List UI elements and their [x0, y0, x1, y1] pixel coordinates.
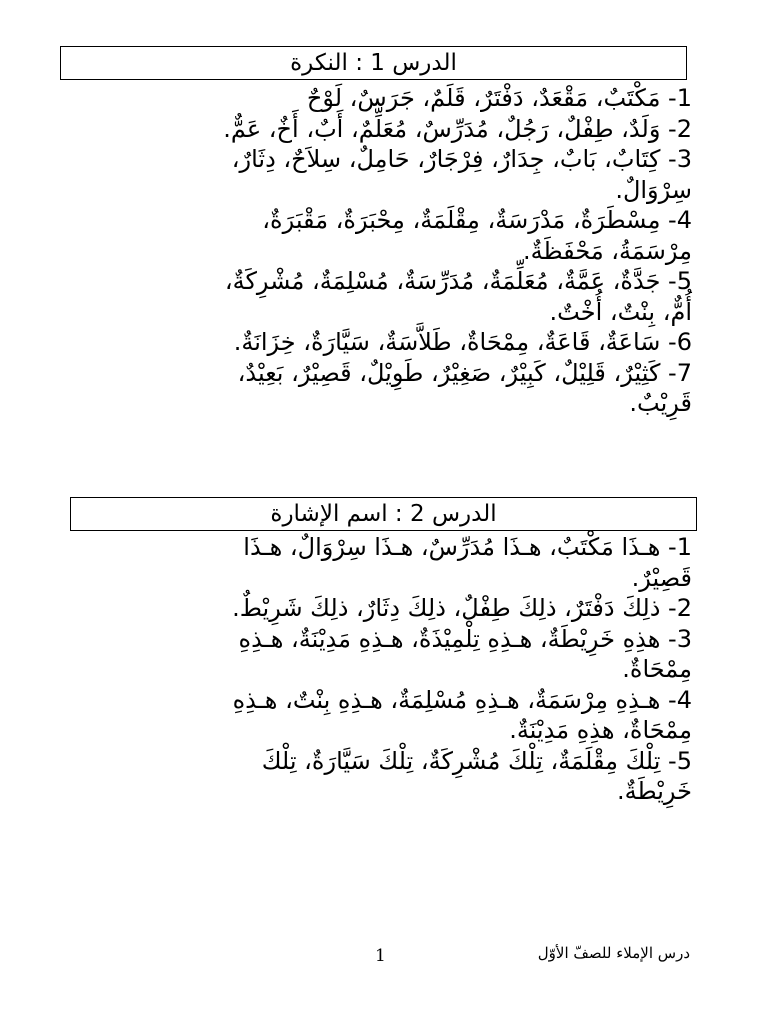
- text-line: قَرِيْبٌ.: [629, 389, 692, 417]
- text-line: 3- كِتَابٌ، بَابٌ، جِدَارٌ، فِرْجَارٌ، حَامِلٌ، سِلاَحٌ، دِثَارٌ،: [231, 145, 692, 173]
- lesson2-title: الدرس 2 : اسم الإشارة: [70, 497, 697, 531]
- footer-text: درس الإملاء للصفّ الأوّل: [537, 944, 690, 962]
- text-line: 4- مِسْطَرَةٌ، مَدْرَسَةٌ، مِقْلَمَةٌ، مِحْبَرَةٌ، مَقْبَرَةٌ،: [262, 206, 692, 234]
- lesson1-title: الدرس 1 : النكرة: [60, 46, 687, 80]
- text-line: 1- هـذَا مَكْتَبٌ، هـذَا مُدَرِّسٌ، هـذَا سِرْوَالٌ، هـذَا: [243, 533, 692, 561]
- text-line: 2- وَلَدٌ، طِفْلٌ، رَجُلٌ، مُدَرِّسٌ، مُعَلِّمٌ، أَبٌ، أَخٌ، عَمٌّ.: [223, 114, 692, 143]
- lesson1-lines: [75, 83, 692, 419]
- text-line: 3- هذِهِ خَرِيْطَةٌ، هـذِهِ تِلْمِيْذَةٌ، هـذِهِ مَدِيْنَةٌ، هـذِهِ: [238, 624, 692, 653]
- text-line: مِمْحَاةٌ، هذِهِ مَدِيْنَةٌ.: [509, 716, 692, 744]
- text-line: 4- هـذِهِ مِرْسَمَةٌ، هـذِهِ مُسْلِمَةٌ، هـذِهِ بِنْتٌ، هـذِهِ: [232, 685, 692, 714]
- text-line: 7- كَثِيْرٌ، قَلِيْلٌ، كَبِيْرٌ، صَغِيْرٌ، طَوِيْلٌ، قَصِيْرٌ، بَعِيْدٌ،: [237, 358, 692, 387]
- page-number: 1: [375, 946, 386, 966]
- text-line: 6- سَاعَةٌ، قَاعَةٌ، مِمْحَاةٌ، طَلاَّسَةٌ، سَيَّارَةٌ، خِزَانَةٌ.: [233, 328, 692, 356]
- text-line: 2- ذلِكَ دَفْتَرٌ، ذلِكَ طِفْلٌ، ذلِكَ دِثَارٌ، ذلِكَ شَرِيْطٌ.: [232, 594, 692, 622]
- text-line: أُمٌّ، بِنْتٌ، أُخْتٌ.: [549, 297, 692, 326]
- lesson2-lines: [75, 532, 692, 807]
- text-line: خَرِيْطَةٌ.: [617, 777, 692, 805]
- text-line: 1- مَكْتَبٌ، مَقْعَدٌ، دَفْتَرٌ، قَلَمٌ، جَرَسٌ، لَوْحٌ: [306, 84, 692, 112]
- text-line: مِمْحَاةٌ.: [622, 655, 692, 683]
- text-line: 5- تِلْكَ مِقْلَمَةٌ، تِلْكَ مُشْرِكَةٌ، تِلْكَ سَيَّارَةٌ، تِلْكَ: [261, 746, 692, 775]
- text-line: 5- جَدَّةٌ، عَمَّةٌ، مُعَلِّمَةٌ، مُدَرِّسَةٌ، مُسْلِمَةٌ، مُشْرِكَةٌ،: [224, 267, 692, 295]
- text-line: مِرْسَمَةُ، مَحْفَظَةٌ.: [523, 236, 692, 265]
- text-line: سِرْوَالٌ.: [615, 175, 692, 204]
- text-line: قَصِيْرٌ.: [631, 563, 692, 592]
